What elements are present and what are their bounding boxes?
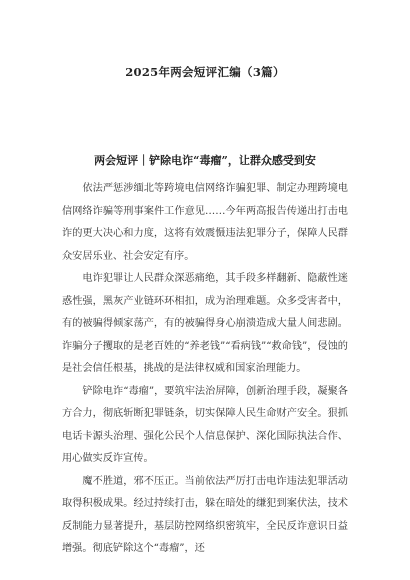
paragraph-3: 铲除电诈“毒瘤”，要筑牢法治屏障，创新治理手段，凝聚各方合力，彻底斩断犯罪链条，切实保障人民生命财产安全。狠抓电话卡源头治理、强化公民个人信息保护、深化国际执法合作、用心做实反诈宣传。	[62, 385, 348, 464]
document-title: 2025年两会短评汇编（3篇）	[125, 65, 285, 79]
paragraph-1: 依法严惩涉缅北等跨境电信网络诈骗犯罪、制定办理跨境电信网络诈骗等刑事案件工作意见……今年两高报告传递出打击电诈的更大决心和力度，这将有效震慑违法犯罪分子，保障人民群众安居乐业、社会安定有序。	[62, 183, 348, 262]
paragraph-4: 魔不胜道，邪不压正。当前依法严厉打击电诈违法犯罪活动取得积极成果。经过持续打击，躲在暗处的缣犯到案伏法，技术反制能力显著提升，基层防控网络织密筑牢，全民反诈意识日益增强。彻底铲除这个“毒瘤”，还	[62, 475, 348, 554]
paragraph-2: 电诈犯罪让人民群众深恶痛绝，其手段多样翻新、隐蔽性迷惑性强，黑灰产业链环环相扣，成为治理难题。众多受害者中，有的被骗得倾家荡产，有的被骗得身心崩溃造成大量人间悲剧。诈骗分子攫取的是老百姓的“养老钱”“看病钱”“救命钱”，侵蚀的是社会信任根基，挑战的是法律权威和国家治理能力。	[62, 273, 348, 374]
section-heading: 两会短评｜铲除电诈“毒瘤”，让群众感受到安	[94, 154, 316, 167]
document-body	[62, 178, 348, 561]
